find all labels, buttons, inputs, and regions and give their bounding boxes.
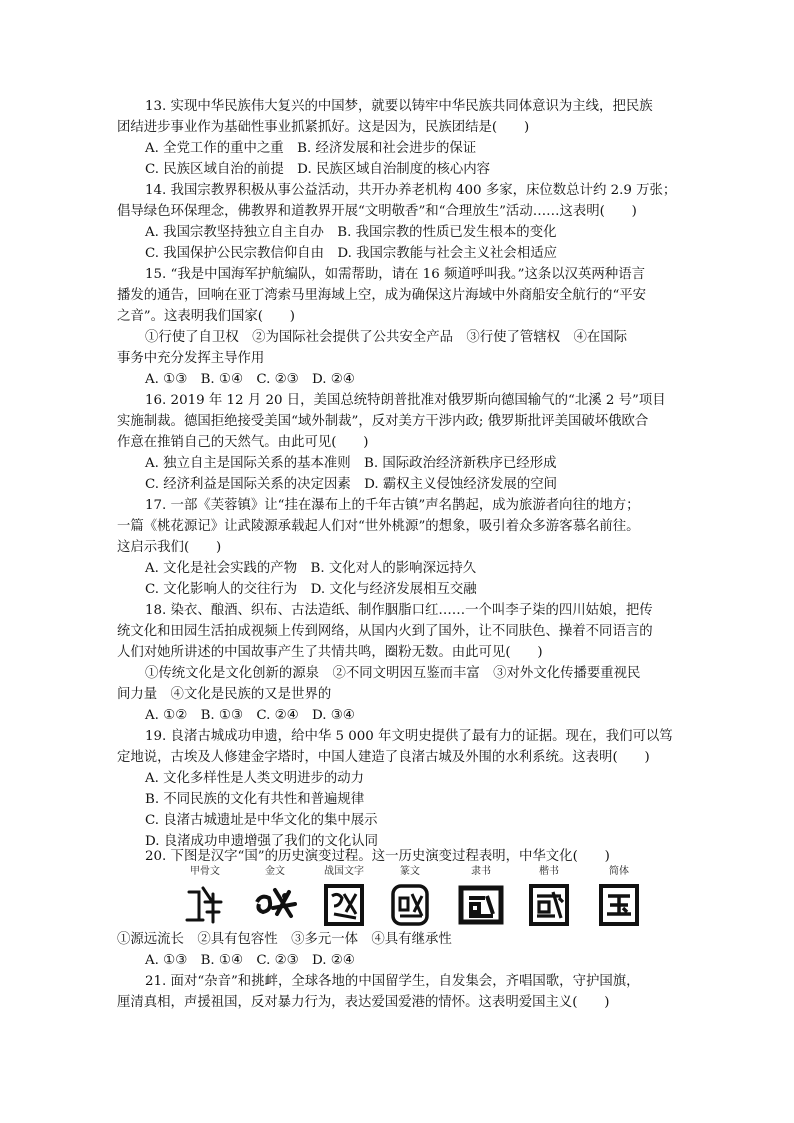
script-evolution-labels — [0, 862, 794, 878]
q14-stem-line1: 14. 我国宗教界积极从事公益活动，共开办养老机构 400 多家，床位数总计约 2.9 万张； — [145, 183, 677, 198]
q18-statements-line2: 间力量 ④文化是民族的又是世界的 — [117, 687, 332, 702]
guo-seal-script-glyph — [386, 880, 434, 928]
q20-options: A. ①③ B. ①④ C. ②③ D. ②④ — [145, 953, 355, 968]
script-label-jinwen: 金文 — [265, 866, 285, 877]
q17-stem-line1: 17. 一部《芙蓉镇》让“挂在瀑布上的千年古镇”声名鹊起，成为旅游者向往的地方； — [145, 498, 640, 513]
q20-statements: ①源远流长 ②具有包容性 ③多元一体 ④具有继承性 — [117, 932, 452, 947]
guo-warring-states-glyph — [320, 880, 368, 928]
q16-stem-line1: 16. 2019 年 12 月 20 日，美国总统特朗普批准对俄罗斯向德国输气的“北溪 2 号”项目 — [145, 393, 666, 408]
guo-character-evolution-figure — [0, 880, 794, 932]
q17-stem-line2: 一篇《桃花源记》让武陵源承载起人们对“世外桃源”的想象，吸引着众多游客慕名前往。 — [117, 519, 640, 534]
guo-bronze-glyph — [251, 880, 299, 928]
q16-stem-line3: 作意在推销自己的天然气。由此可见( ) — [117, 435, 369, 450]
q17-options-line1: A. 文化是社会实践的产物 B. 文化对人的影响深远持久 — [145, 561, 477, 576]
q18-options: A. ①② B. ①③ C. ②④ D. ③④ — [145, 708, 355, 723]
q15-stem-line2: 播发的通告，回响在亚丁湾索马里海域上空，成为确保这片海域中外商船安全航行的“平安 — [117, 288, 647, 303]
q15-stem-line3: 之音”。这表明我们国家( ) — [117, 309, 295, 324]
q19-stem-line2: 定地说，古埃及人修建金字塔时，中国人建造了良渚古城及外围的水利系统。这表明( ) — [117, 750, 650, 765]
q16-options-line2: C. 经济利益是国际关系的决定因素 D. 霸权主义侵蚀经济发展的空间 — [145, 477, 557, 492]
q14-options-line2: C. 我国保护公民宗教信仰自由 D. 我国宗教能与社会主义社会相适应 — [145, 246, 557, 261]
guo-regular-script-glyph — [525, 880, 573, 928]
guo-oracle-bone-glyph — [181, 880, 229, 928]
q18-stem-line3: 人们对她所讲述的中国故事产生了共情共鸣，圈粉无数。由此可见( ) — [117, 645, 543, 660]
q13-options-line2: C. 民族区域自治的前提 D. 民族区域自治制度的核心内容 — [145, 162, 491, 177]
q19-option-b: B. 不同民族的文化有共性和普遍规律 — [145, 792, 365, 807]
q21-stem-line2: 厘清真相，声援祖国，反对暴力行为，表达爱国爱港的情怀。这表明爱国主义( ) — [117, 995, 610, 1010]
q19-option-a: A. 文化多样性是人类文明进步的动力 — [145, 771, 365, 786]
script-label-lishu: 隶书 — [471, 866, 491, 877]
q21-stem-line1: 21. 面对“杂音”和挑衅，全球各地的中国留学生，自发集会，齐唱国歌，守护国旗， — [145, 974, 640, 989]
q19-stem-line1: 19. 良渚古城成功申遗，给中华 5 000 年文明史提供了最有力的证据。现在，我们可以笃 — [145, 729, 673, 744]
q19-option-c: C. 良渚古城遗址是中华文化的集中展示 — [145, 813, 378, 828]
q17-options-line2: C. 文化影响人的交往行为 D. 文化与经济发展相互交融 — [145, 582, 477, 597]
q13-stem-line2: 团结进步事业作为基础性事业抓紧抓好。这是因为，民族团结是( ) — [117, 120, 530, 135]
q18-stem-line1: 18. 染衣、酿酒、织布、古法造纸、制作胭脂口红……一个叫李子柒的四川姑娘，把传 — [145, 603, 653, 618]
q15-statements-line2: 事务中充分发挥主导作用 — [117, 351, 265, 366]
q14-options-line1: A. 我国宗教坚持独立自主自办 B. 我国宗教的性质已发生根本的变化 — [145, 225, 557, 240]
script-label-zhuanwen: 篆文 — [400, 866, 420, 877]
q18-stem-line2: 统文化和田园生活拍成视频上传到网络，从国内火到了国外，让不同肤色、操着不同语言的 — [117, 624, 653, 639]
q14-stem-line2: 倡导绿色环保理念，佛教界和道教界开展“文明敬香”和“合理放生”活动……这表明( ) — [117, 204, 637, 219]
q18-statements-line1: ①传统文化是文化创新的源泉 ②不同文明因互鉴而丰富 ③对外文化传播要重视民 — [145, 666, 641, 681]
q13-stem-line1: 13. 实现中华民族伟大复兴的中国梦，就要以铸牢中华民族共同体意识为主线，把民族 — [145, 99, 653, 114]
q17-stem-line3: 这启示我们( ) — [117, 540, 222, 555]
q13-options-line1: A. 全党工作的重中之重 B. 经济发展和社会进步的保证 — [145, 141, 477, 156]
q19-option-d: D. 良渚成功申遗增强了我们的文化认同 — [145, 834, 379, 849]
script-label-jianti: 简体 — [609, 866, 629, 877]
q16-stem-line2: 实施制裁。德国拒绝接受美国“域外制裁”，反对美方干涉内政; 俄罗斯批评美国破坏俄欧合 — [117, 414, 649, 429]
script-label-kaishu: 楷书 — [539, 866, 559, 877]
guo-simplified-glyph — [595, 880, 643, 928]
script-label-zhanguo: 战国文字 — [324, 866, 364, 877]
guo-clerical-glyph — [457, 880, 505, 928]
q15-stem-line1: 15. “我是中国海军护航编队，如需帮助，请在 16 频道呼叫我。”这条以汉英两种语言 — [145, 267, 645, 282]
script-label-jiaguwen: 甲骨文 — [190, 866, 220, 877]
q15-statements-line1: ①行使了自卫权 ②为国际社会提供了公共安全产品 ③行使了管辖权 ④在国际 — [145, 330, 628, 345]
q15-options: A. ①③ B. ①④ C. ②③ D. ②④ — [145, 372, 355, 387]
q16-options-line1: A. 独立自主是国际关系的基本准则 B. 国际政治经济新秩序已经形成 — [145, 456, 557, 471]
q20-stem: 20. 下图是汉字“国”的历史演变过程。这一历史演变过程表明，中华文化( ) — [145, 849, 610, 864]
